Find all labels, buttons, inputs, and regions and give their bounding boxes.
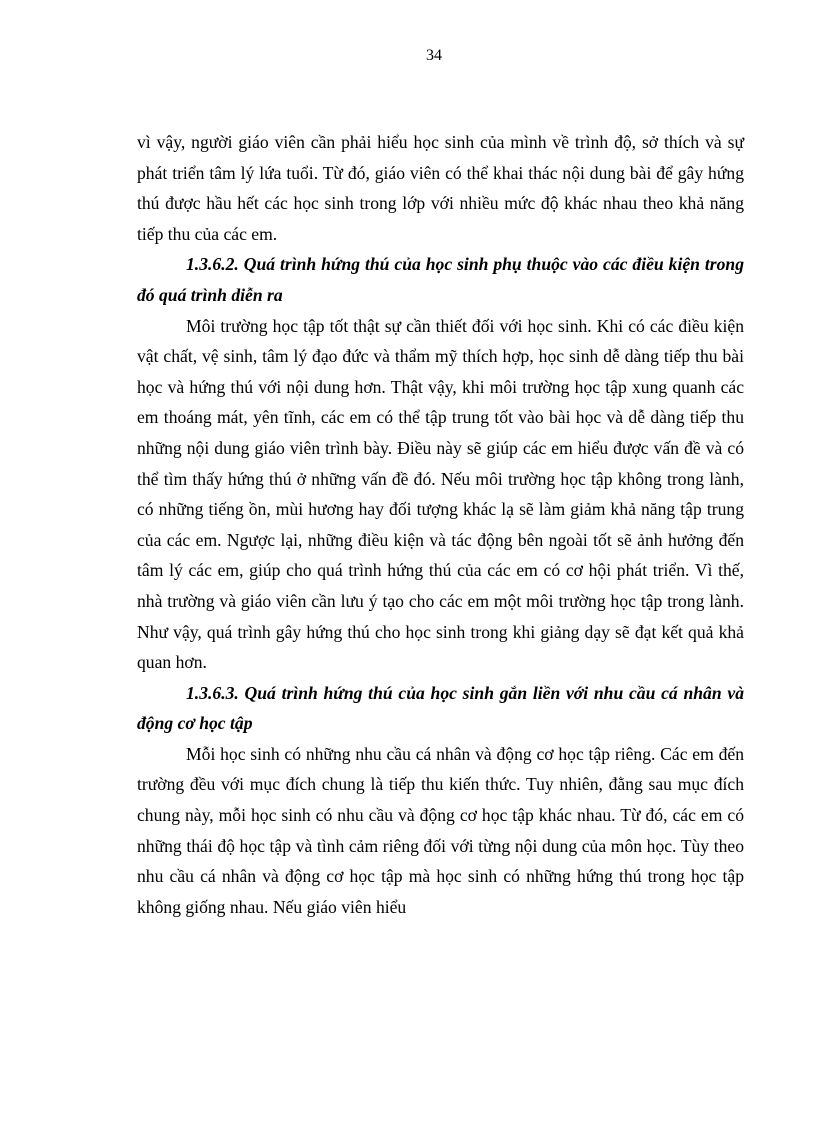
section-heading-1-3-6-3: 1.3.6.3. Quá trình hứng thú của học sinh gắn liền với nhu cầu cá nhân và động cơ học tập: [137, 682, 744, 734]
page-number: 34: [426, 47, 442, 64]
section-heading-1-3-6-2: 1.3.6.2. Quá trình hứng thú của học sinh phụ thuộc vào các điều kiện trong đó quá trình diễn ra: [137, 254, 744, 305]
paragraph-personal-needs: Mỗi học sinh có những nhu cầu cá nhân và động cơ học tập riêng. Các em đến trường đều với mục đích chung là tiếp thu kiến thức. Tuy nhiên, đằng sau mục đích chung này, mỗi học sinh có nhu cầu và động cơ học tập khác nhau. Từ đó, các em có những thái độ học tập và tình cảm riêng đối với từng nội dung của môn học. Tùy theo nhu cầu cá nhân và động cơ học tập mà học sinh có những hứng thú trong học tập không giống nhau. Nếu giáo viên hiểu: [137, 743, 744, 917]
paragraph-learning-environment: Môi trường học tập tốt thật sự cần thiết đối với học sinh. Khi có các điều kiện vật chất, vệ sinh, tâm lý đạo đức và thẩm mỹ thích hợp, học sinh dễ dàng tiếp thu bài học và hứng thú với nội dung hơn. Thật vậy, khi môi trường học tập xung quanh các em thoáng mát, yên tĩnh, các em có thể tập trung tốt vào bài học và dễ dàng tiếp thu những nội dung giáo viên trình bày. Điều này sẽ giúp các em hiểu được vấn đề và có thể tìm thấy hứng thú ở những vấn đề đó. Nếu môi trường học tập không trong lành, có những tiếng ồn, mùi hương hay đối tượng khác lạ sẽ làm giảm khả năng tập trung của các em. Ngược lại, những điều kiện và tác động bên ngoài tốt sẽ ảnh hưởng đến tâm lý các em, giúp cho quá trình hứng thú của các em có cơ hội phát triển. Vì thế, nhà trường và giáo viên cần lưu ý tạo cho các em một môi trường học tập trong lành. Như vậy, quá trình gây hứng thú cho học sinh trong khi giảng dạy sẽ đạt kết quả khả quan hơn.: [137, 315, 744, 673]
paragraph-continuation: vì vậy, người giáo viên cần phải hiểu học sinh của mình về trình độ, sở thích và sự phát triển tâm lý lứa tuổi. Từ đó, giáo viên có thể khai thác nội dung bài để gây hứng thú được hầu hết các học sinh trong lớp với nhiều mức độ khác nhau theo khả năng tiếp thu của các em.: [137, 132, 744, 244]
document-body: [137, 127, 744, 922]
